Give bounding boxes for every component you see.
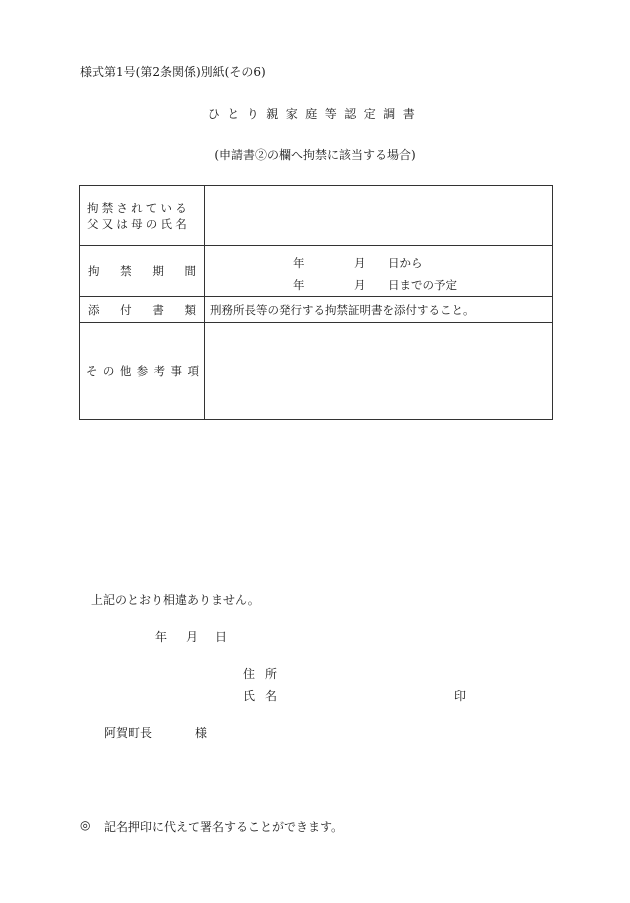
other-notes-label-char: 事 — [170, 364, 183, 378]
other-notes-label-char: 項 — [187, 364, 199, 378]
date-year[interactable]: 年 — [155, 630, 168, 644]
period-from-day: 日から — [388, 256, 423, 270]
date-month[interactable]: 月 — [186, 630, 199, 644]
detention-period-label-char: 禁 — [120, 264, 132, 278]
detention-period-label-char: 期 — [152, 264, 164, 278]
attachment-label-char: 付 — [120, 302, 132, 317]
period-until-month: 月 — [354, 278, 366, 292]
detained-parent-row — [80, 186, 553, 246]
other-notes-row — [80, 323, 553, 420]
detained-parent-label-line1: 拘禁されている — [87, 200, 190, 215]
other-notes-label-char: の — [102, 364, 115, 378]
detention-period-label — [80, 246, 205, 297]
other-notes-label-char: そ — [86, 364, 98, 378]
period-until-day: 日までの予定 — [388, 278, 457, 292]
addressee: 阿賀町長 — [104, 726, 153, 740]
certification-table — [79, 185, 553, 420]
detention-period-field[interactable] — [205, 246, 553, 297]
attachment-row — [80, 297, 553, 323]
honorific: 様 — [195, 726, 208, 740]
footnote-text: 記名押印に代えて署名することができます。 — [104, 820, 344, 834]
other-notes-label-char: 参 — [136, 364, 149, 378]
period-from-month: 月 — [354, 256, 366, 270]
detention-period-label-char: 拘 — [88, 264, 100, 278]
period-until-year: 年 — [293, 278, 305, 292]
note-symbol: ◎ — [80, 818, 91, 832]
attachment-label-char: 類 — [184, 302, 196, 317]
declaration-statement: 上記のとおり相違ありません。 — [91, 593, 260, 607]
detention-period-row — [80, 246, 553, 297]
detained-parent-label — [80, 186, 205, 246]
detention-period-label-char: 間 — [184, 264, 196, 278]
attachment-label-char: 添 — [88, 302, 100, 317]
date-day[interactable]: 日 — [215, 630, 228, 644]
other-notes-label-char: 他 — [119, 364, 132, 378]
attachment-label — [80, 297, 205, 323]
document-title — [0, 105, 630, 122]
detained-parent-name-field[interactable] — [205, 186, 553, 246]
other-notes-label-char: 考 — [153, 364, 166, 378]
document-subtitle: (申請書②の欄へ拘禁に該当する場合) — [214, 148, 416, 162]
period-from-year: 年 — [293, 256, 305, 270]
form-number: 様式第1号(第2条関係)別紙(その6) — [80, 65, 266, 79]
seal-mark: 印 — [454, 689, 467, 703]
name-label: 氏名 — [243, 689, 288, 703]
detained-parent-label-line2: 父又は母の氏名 — [87, 216, 190, 231]
attachment-value: 刑務所長等の発行する拘禁証明書を添付すること。 — [205, 297, 553, 323]
address-label: 住所 — [243, 667, 288, 681]
other-notes-label — [80, 323, 205, 420]
other-notes-field[interactable] — [205, 323, 553, 420]
attachment-label-char: 書 — [152, 302, 164, 317]
document-title-text: ひとり親家庭等認定調書 — [207, 107, 423, 121]
